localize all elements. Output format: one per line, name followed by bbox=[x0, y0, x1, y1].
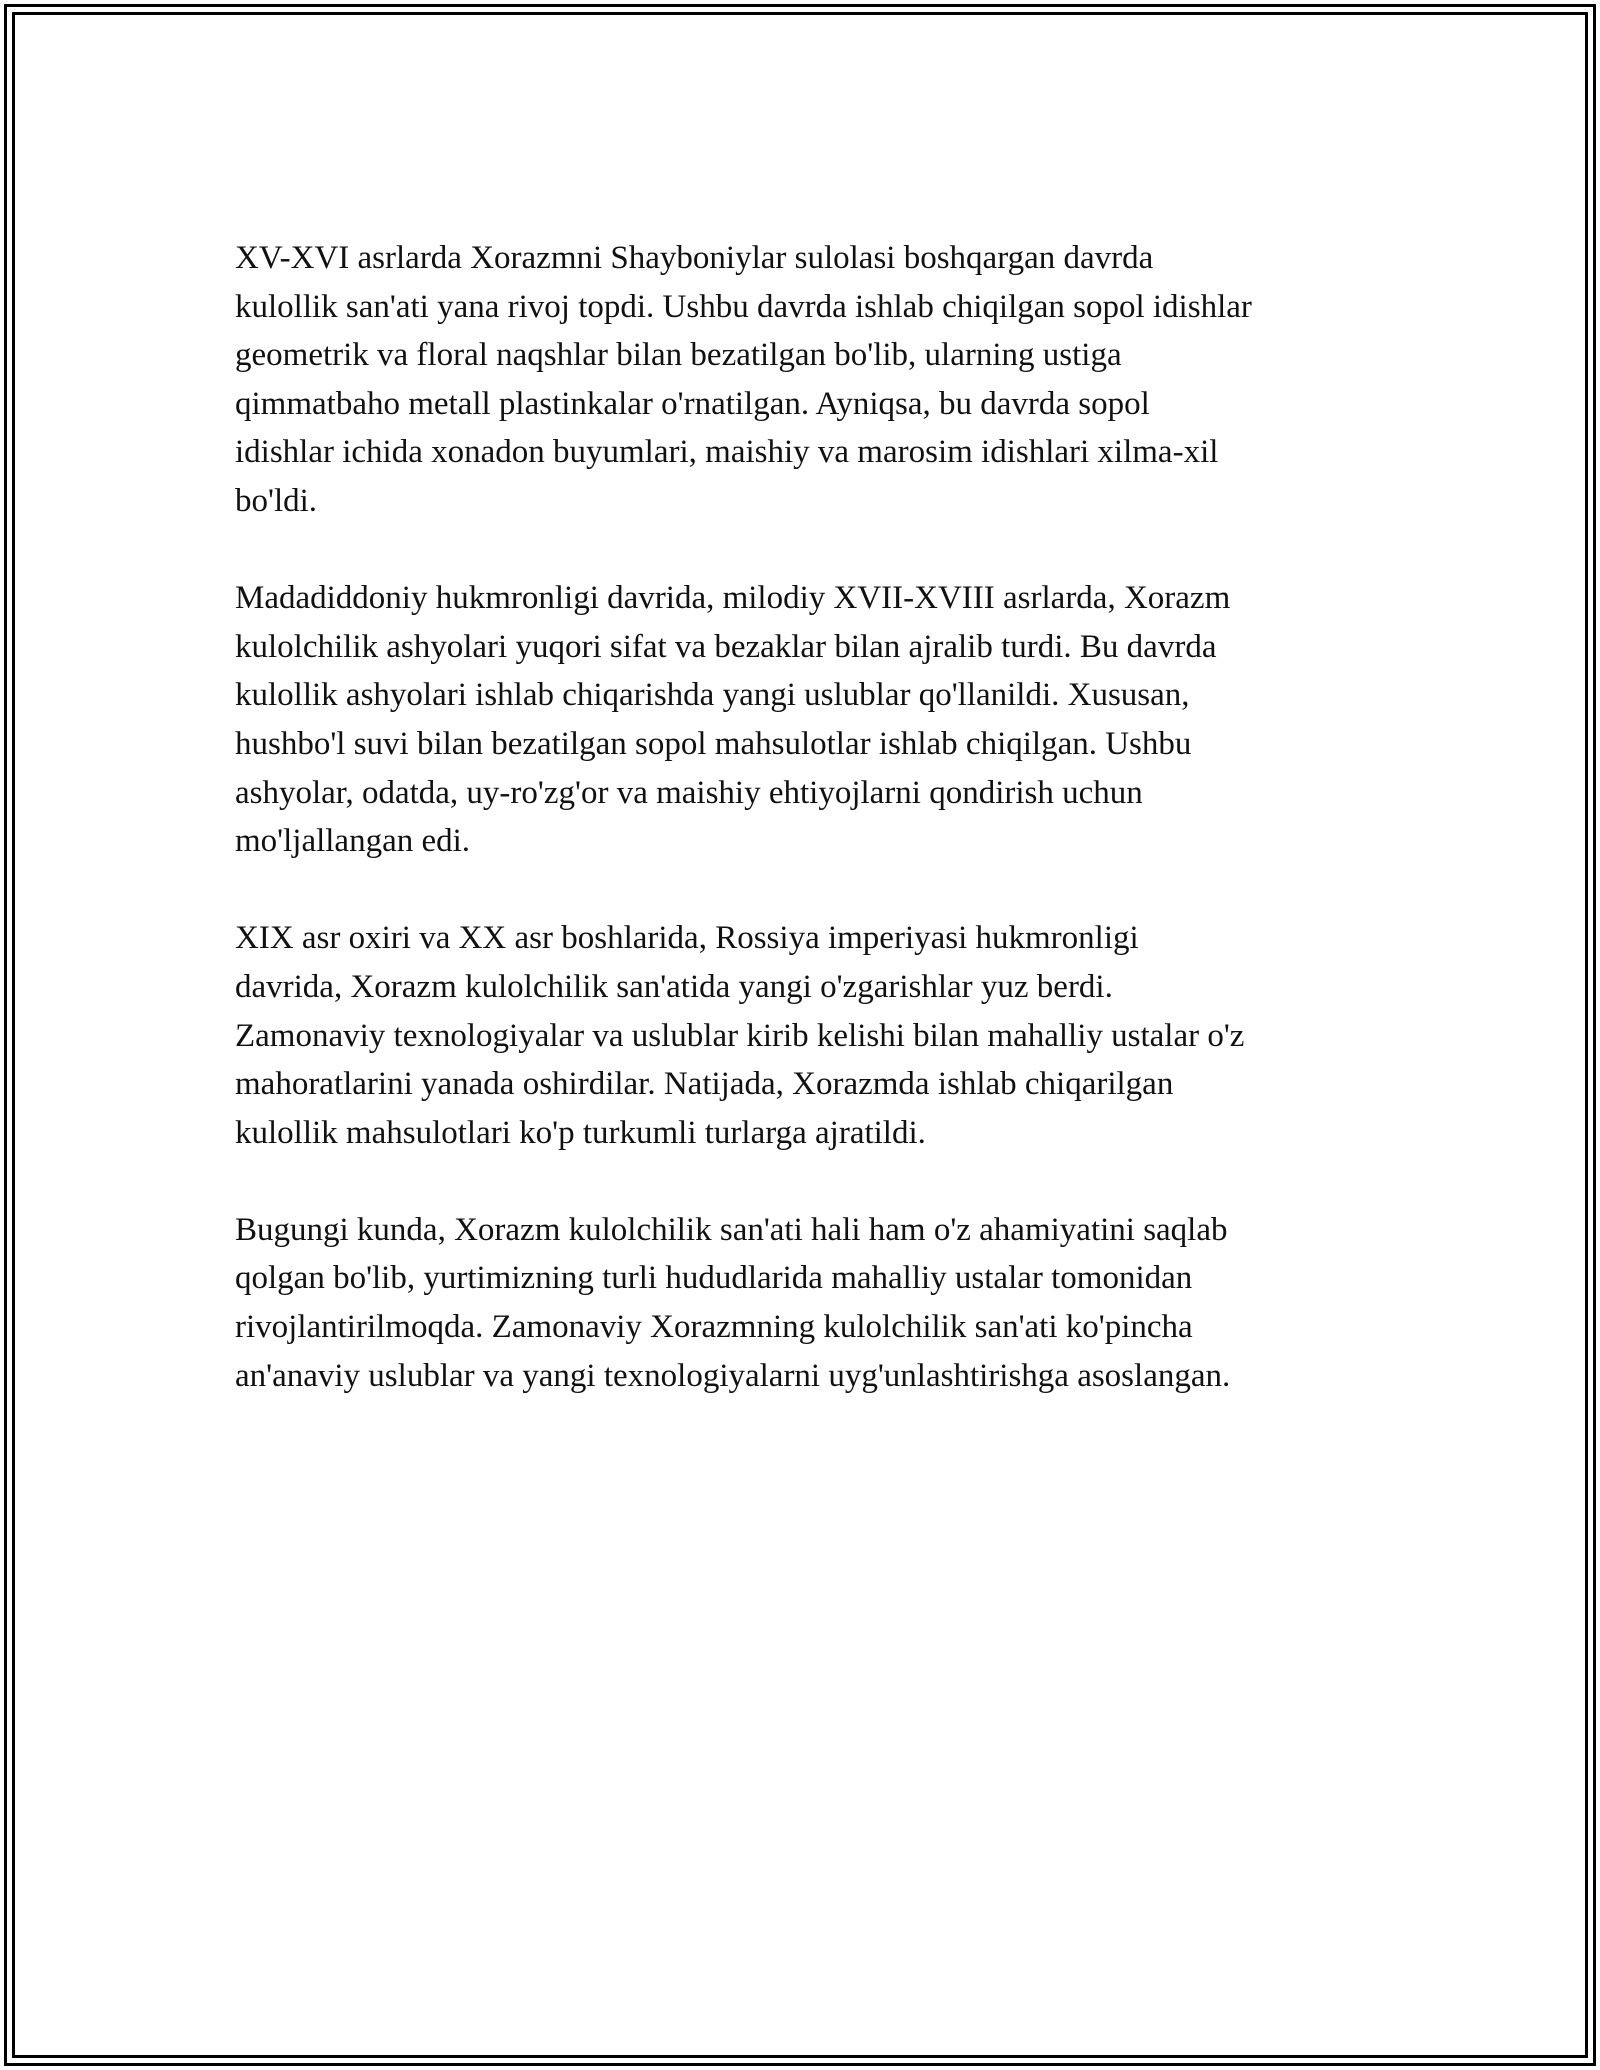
document-body bbox=[235, 234, 1385, 1449]
paragraph-rossiya-imperiyasi: XIX asr oxiri va XX asr boshlarida, Rossiya imperiyasi hukmronligi davrida, Xorazm kulolchilik san'atida yangi o'zgarishlar yuz berdi. Zamonaviy texnologiyalar va uslublar kirib kelishi bilan mahalliy ustalar o'z mahoratlarini yanada oshirdilar. Natijada, Xorazmda ishlab chiqarilgan kulollik mahsulotlari ko'p turkumli turlarga ajratildi. bbox=[235, 920, 1245, 1151]
paragraph-shayboniylar: XV-XVI asrlarda Xorazmni Shayboniylar sulolasi boshqargan davrda kulollik san'ati yana rivoj topdi. Ushbu davrda ishlab chiqilgan sopol idishlar geometrik va floral naqshlar bilan bezatilgan bo'lib, ularning ustiga qimmatbaho metall plastinkalar o'rnatilgan. Ayniqsa, bu davrda sopol idishlar ichida xonadon buyumlari, maishiy va marosim idishlari xilma-xil bo'ldi. bbox=[235, 240, 1252, 519]
paragraph-bugungi-kunda: Bugungi kunda, Xorazm kulolchilik san'ati hali ham o'z ahamiyatini saqlab qolgan bo'lib, yurtimizning turli hududlarida mahalliy ustalar tomonidan rivojlantirilmoqda. Zamonaviy Xorazmning kulolchilik san'ati ko'pincha an'anaviy uslublar va yangi texnologiyalarni uyg'unlashtirishga asoslangan. bbox=[235, 1211, 1231, 1394]
paragraph-madadiddoniy: Madadiddoniy hukmronligi davrida, milodiy XVII-XVIII asrlarda, Xorazm kulolchilik ashyolari yuqori sifat va bezaklar bilan ajralib turdi. Bu davrda kulollik ashyolari ishlab chiqarishda yangi uslublar qo'llanildi. Xususan, hushbo'l suvi bilan bezatilgan sopol mahsulotlar ishlab chiqilgan. Ushbu ashyolar, odatda, uy-ro'zg'or va maishiy ehtiyojlarni qondirish uchun mo'ljallangan edi. bbox=[235, 580, 1231, 860]
